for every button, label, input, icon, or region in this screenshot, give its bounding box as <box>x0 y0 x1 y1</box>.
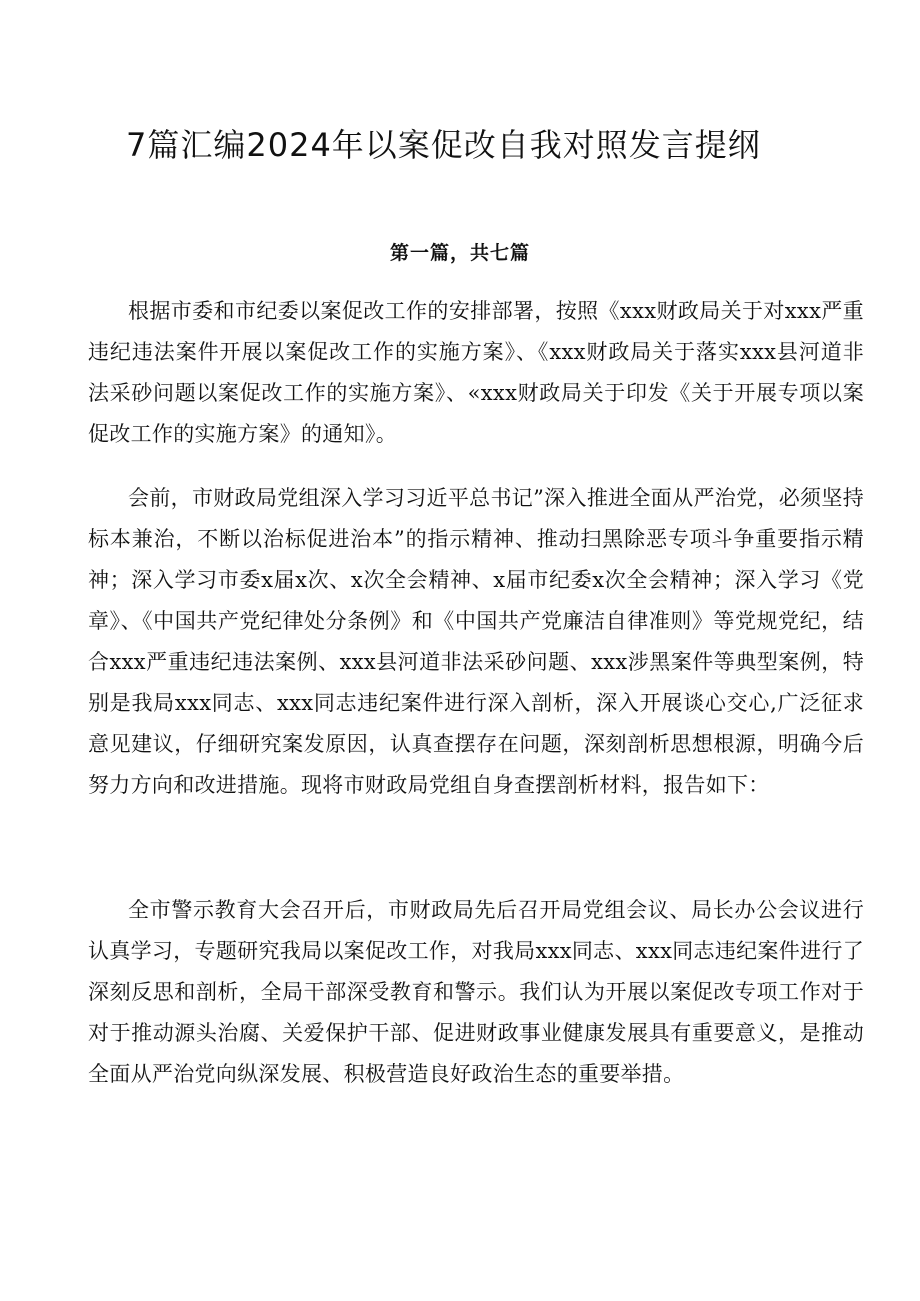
paragraph-2-block <box>88 478 864 806</box>
document-subtitle: 第一篇，共七篇 <box>389 242 530 264</box>
paragraph-1: 根据市委和市纪委以案促改工作的安排部署，按照《xxx财政局关于对xxx严重违纪违法案件开展以案促改工作的实施方案》、《xxx财政局关于落实xxx县河道非法采砂问题以案促改工作的实施方案》、«xxx财政局关于印发《关于开展专项以案促改工作的实施方案》的通知》。 <box>88 299 864 446</box>
paragraph-3-block <box>88 890 864 1095</box>
paragraph-2: 会前，市财政局党组深入学习习近平总书记”深入推进全面从严治党，必须坚持标本兼治，不断以治标促进治本”的指示精神、推动扫黑除恶专项斗争重要指示精神；深入学习市委x届x次、x次全会精神、x届市纪委x次全会精神；深入学习《党章》、《中国共产党纪律处分条例》和《中国共产党廉洁自律准则》等党规党纪，结合xxx严重违纪违法案例、xxx县河道非法采砂问题、xxx涉黑案件等典型案例，特别是我局xxx同志、xxx同志违纪案件进行深入剖析，深入开展谈心交心,广泛征求意见建议，仔细研究案发原因，认真查摆存在问题，深刻剖析思想根源，明确今后努力方向和改进措施。现将市财政局党组自身查摆剖析材料，报告如下： <box>88 486 864 797</box>
paragraph-1-block <box>88 291 864 455</box>
document-title: 7篇汇编2024年以案促改自我对照发言提纲 <box>126 126 761 164</box>
paragraph-3: 全市警示教育大会召开后，市财政局先后召开局党组会议、局长办公会议进行认真学习，专题研究我局以案促改工作，对我局xxx同志、xxx同志违纪案件进行了深刻反思和剖析，全局干部深受教育和警示。我们认为开展以案促改专项工作对于对于推动源头治腐、关爱保护干部、促进财政事业健康发展具有重要意义，是推动全面从严治党向纵深发展、积极营造良好政治生态的重要举措。 <box>88 898 864 1086</box>
